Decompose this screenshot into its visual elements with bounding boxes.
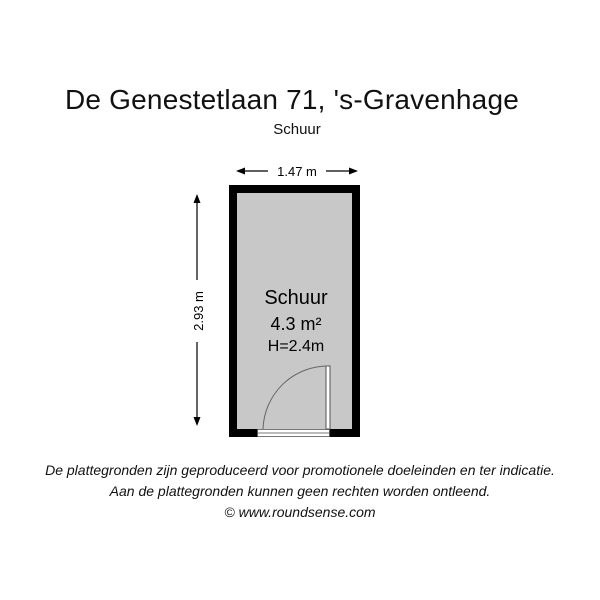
height-label: 2.93 m xyxy=(191,291,206,331)
room-area: 4.3 m² xyxy=(270,314,322,334)
room-schuur xyxy=(229,185,360,437)
width-dimension xyxy=(236,164,358,179)
room-height: H=2.4m xyxy=(267,338,325,355)
disclaimer xyxy=(0,460,600,523)
floor-area xyxy=(237,193,352,429)
floor-subtitle: Schuur xyxy=(273,121,321,138)
copyright-line: © www.roundsense.com xyxy=(224,504,376,520)
width-label: 1.47 m xyxy=(277,164,317,179)
disclaimer-line-1: De plattegronden zijn geproduceerd voor promotionele doeleinden en ter indicatie. xyxy=(45,462,555,478)
room-name: Schuur xyxy=(264,287,328,309)
door-leaf xyxy=(326,366,330,429)
height-dimension xyxy=(191,194,206,426)
page-title: De Genestetlaan 71, 's-Gravenhage xyxy=(65,84,519,115)
disclaimer-line-2: Aan de plattegronden kunnen geen rechten worden ontleend. xyxy=(109,483,491,499)
